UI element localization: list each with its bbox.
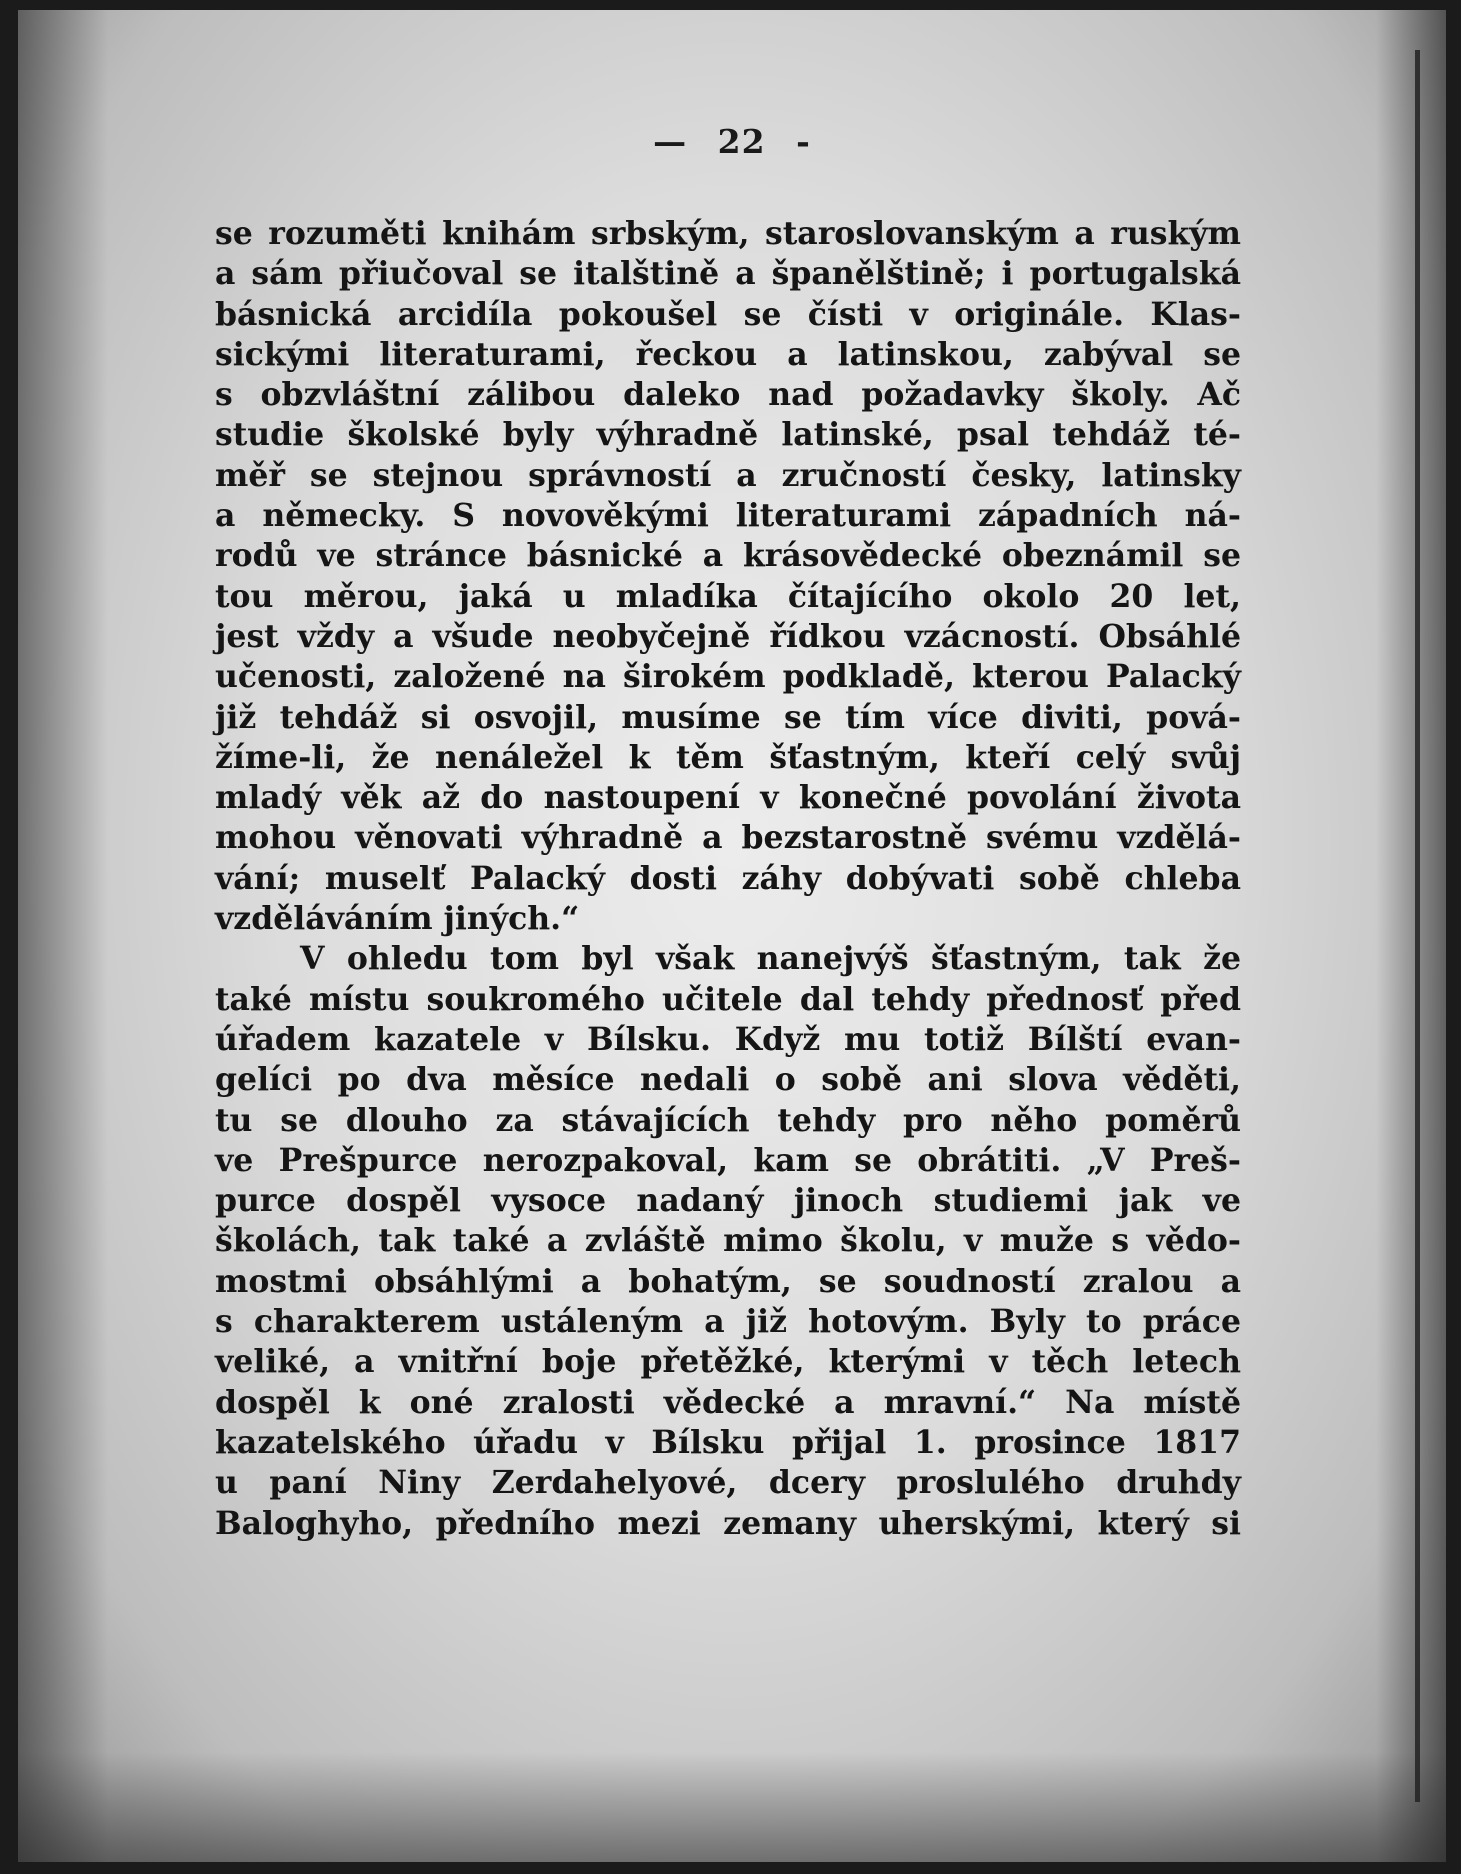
text-line: také místu soukromého učitele dal tehdy přednosť před [215, 980, 1241, 1018]
text-line: mladý věk až do nastoupení v konečné povolání života [215, 779, 1241, 817]
text-line: Baloghyho, předního mezi zemany uherskými, který si [215, 1504, 1241, 1542]
header-dash-right: - [796, 122, 811, 161]
text-line: školách, tak také a zvláště mimo školu, v muže s vědo- [215, 1222, 1241, 1260]
text-line: úřadem kazatele v Bílsku. Když mu totiž Bílští evan- [215, 1020, 1241, 1058]
text-line: jest vždy a všude neobyčejně řídkou vzácností. Obsáhlé [215, 617, 1241, 655]
text-line: tou měrou, jaká u mladíka čítajícího okolo 20 let, [215, 577, 1241, 615]
text-line: s obzvláštní zálibou daleko nad požadavky školy. Ač [215, 376, 1241, 414]
text-line: rodů ve stránce básnické a krásovědecké obeznámil se [215, 537, 1241, 575]
page-shadow-right [1376, 10, 1446, 1862]
text-line: žíme-li, že nenáležel k těm šťastným, kteří celý svůj [215, 738, 1241, 776]
text-line: gelíci po dva měsíce nedali o sobě ani slova věděti, [215, 1061, 1241, 1099]
header-dash-left: — [653, 122, 688, 161]
text-line: učenosti, založené na širokém podkladě, kterou Palacký [215, 658, 1241, 696]
page-header [18, 122, 1446, 161]
text-line: se rozuměti knihám srbským, staroslovanským a ruským [215, 215, 1241, 252]
text-line: s charakterem ustáleným a již hotovým. Byly to práce [215, 1303, 1241, 1341]
page-shadow-bottom [18, 1752, 1446, 1862]
text-line: veliké, a vnitřní boje přetěžké, kterými v těch letech [215, 1343, 1241, 1381]
text-line: vzděláváním jiných.“ [215, 900, 580, 938]
text-line: dospěl k oné zralosti vědecké a mravní.“ Na místě [215, 1383, 1241, 1421]
text-line: studie školské byly výhradně latinské, psal tehdáž té- [215, 416, 1241, 454]
text-line: měř se stejnou správností a zručností česky, latinsky [215, 456, 1241, 494]
text-line: mostmi obsáhlými a bohatým, se soudností zralou a [215, 1262, 1241, 1300]
page-number: 22 [717, 122, 766, 161]
text-line: a německy. S novověkými literaturami západních ná- [215, 497, 1241, 535]
text-line: a sám přiučoval se italštině a španělštině; i portugalská [215, 255, 1241, 293]
text-line: mohou věnovati výhradně a bezstarostně svému vzdělá- [215, 819, 1241, 857]
text-line: ve Prešpurce nerozpakoval, kam se obrátiti. „V Preš- [215, 1141, 1241, 1179]
text-line: tu se dlouho za stávajících tehdy pro něho poměrů [215, 1101, 1241, 1139]
text-line: purce dospěl vysoce nadaný jinoch studiemi jak ve [215, 1182, 1241, 1220]
binding-edge [1415, 50, 1420, 1802]
text-line: kazatelského úřadu v Bílsku přijal 1. prosince 1817 [215, 1423, 1241, 1461]
page-shadow-left [18, 10, 108, 1862]
text-line: vání; muselť Palacký dosti záhy dobývati sobě chleba [215, 859, 1241, 897]
text-line: u paní Niny Zerdahelyové, dcery proslulého druhdy [215, 1464, 1241, 1502]
text-line: sickými literaturami, řeckou a latinskou, zabýval se [215, 335, 1241, 373]
text-line: básnická arcidíla pokoušel se čísti v originále. Klas- [215, 295, 1241, 333]
text-line: V ohledu tom byl však nanejvýš šťastným, tak že [300, 940, 1241, 978]
text-line: již tehdáž si osvojil, musíme se tím více diviti, pová- [215, 698, 1241, 736]
body-text [215, 214, 1241, 1544]
